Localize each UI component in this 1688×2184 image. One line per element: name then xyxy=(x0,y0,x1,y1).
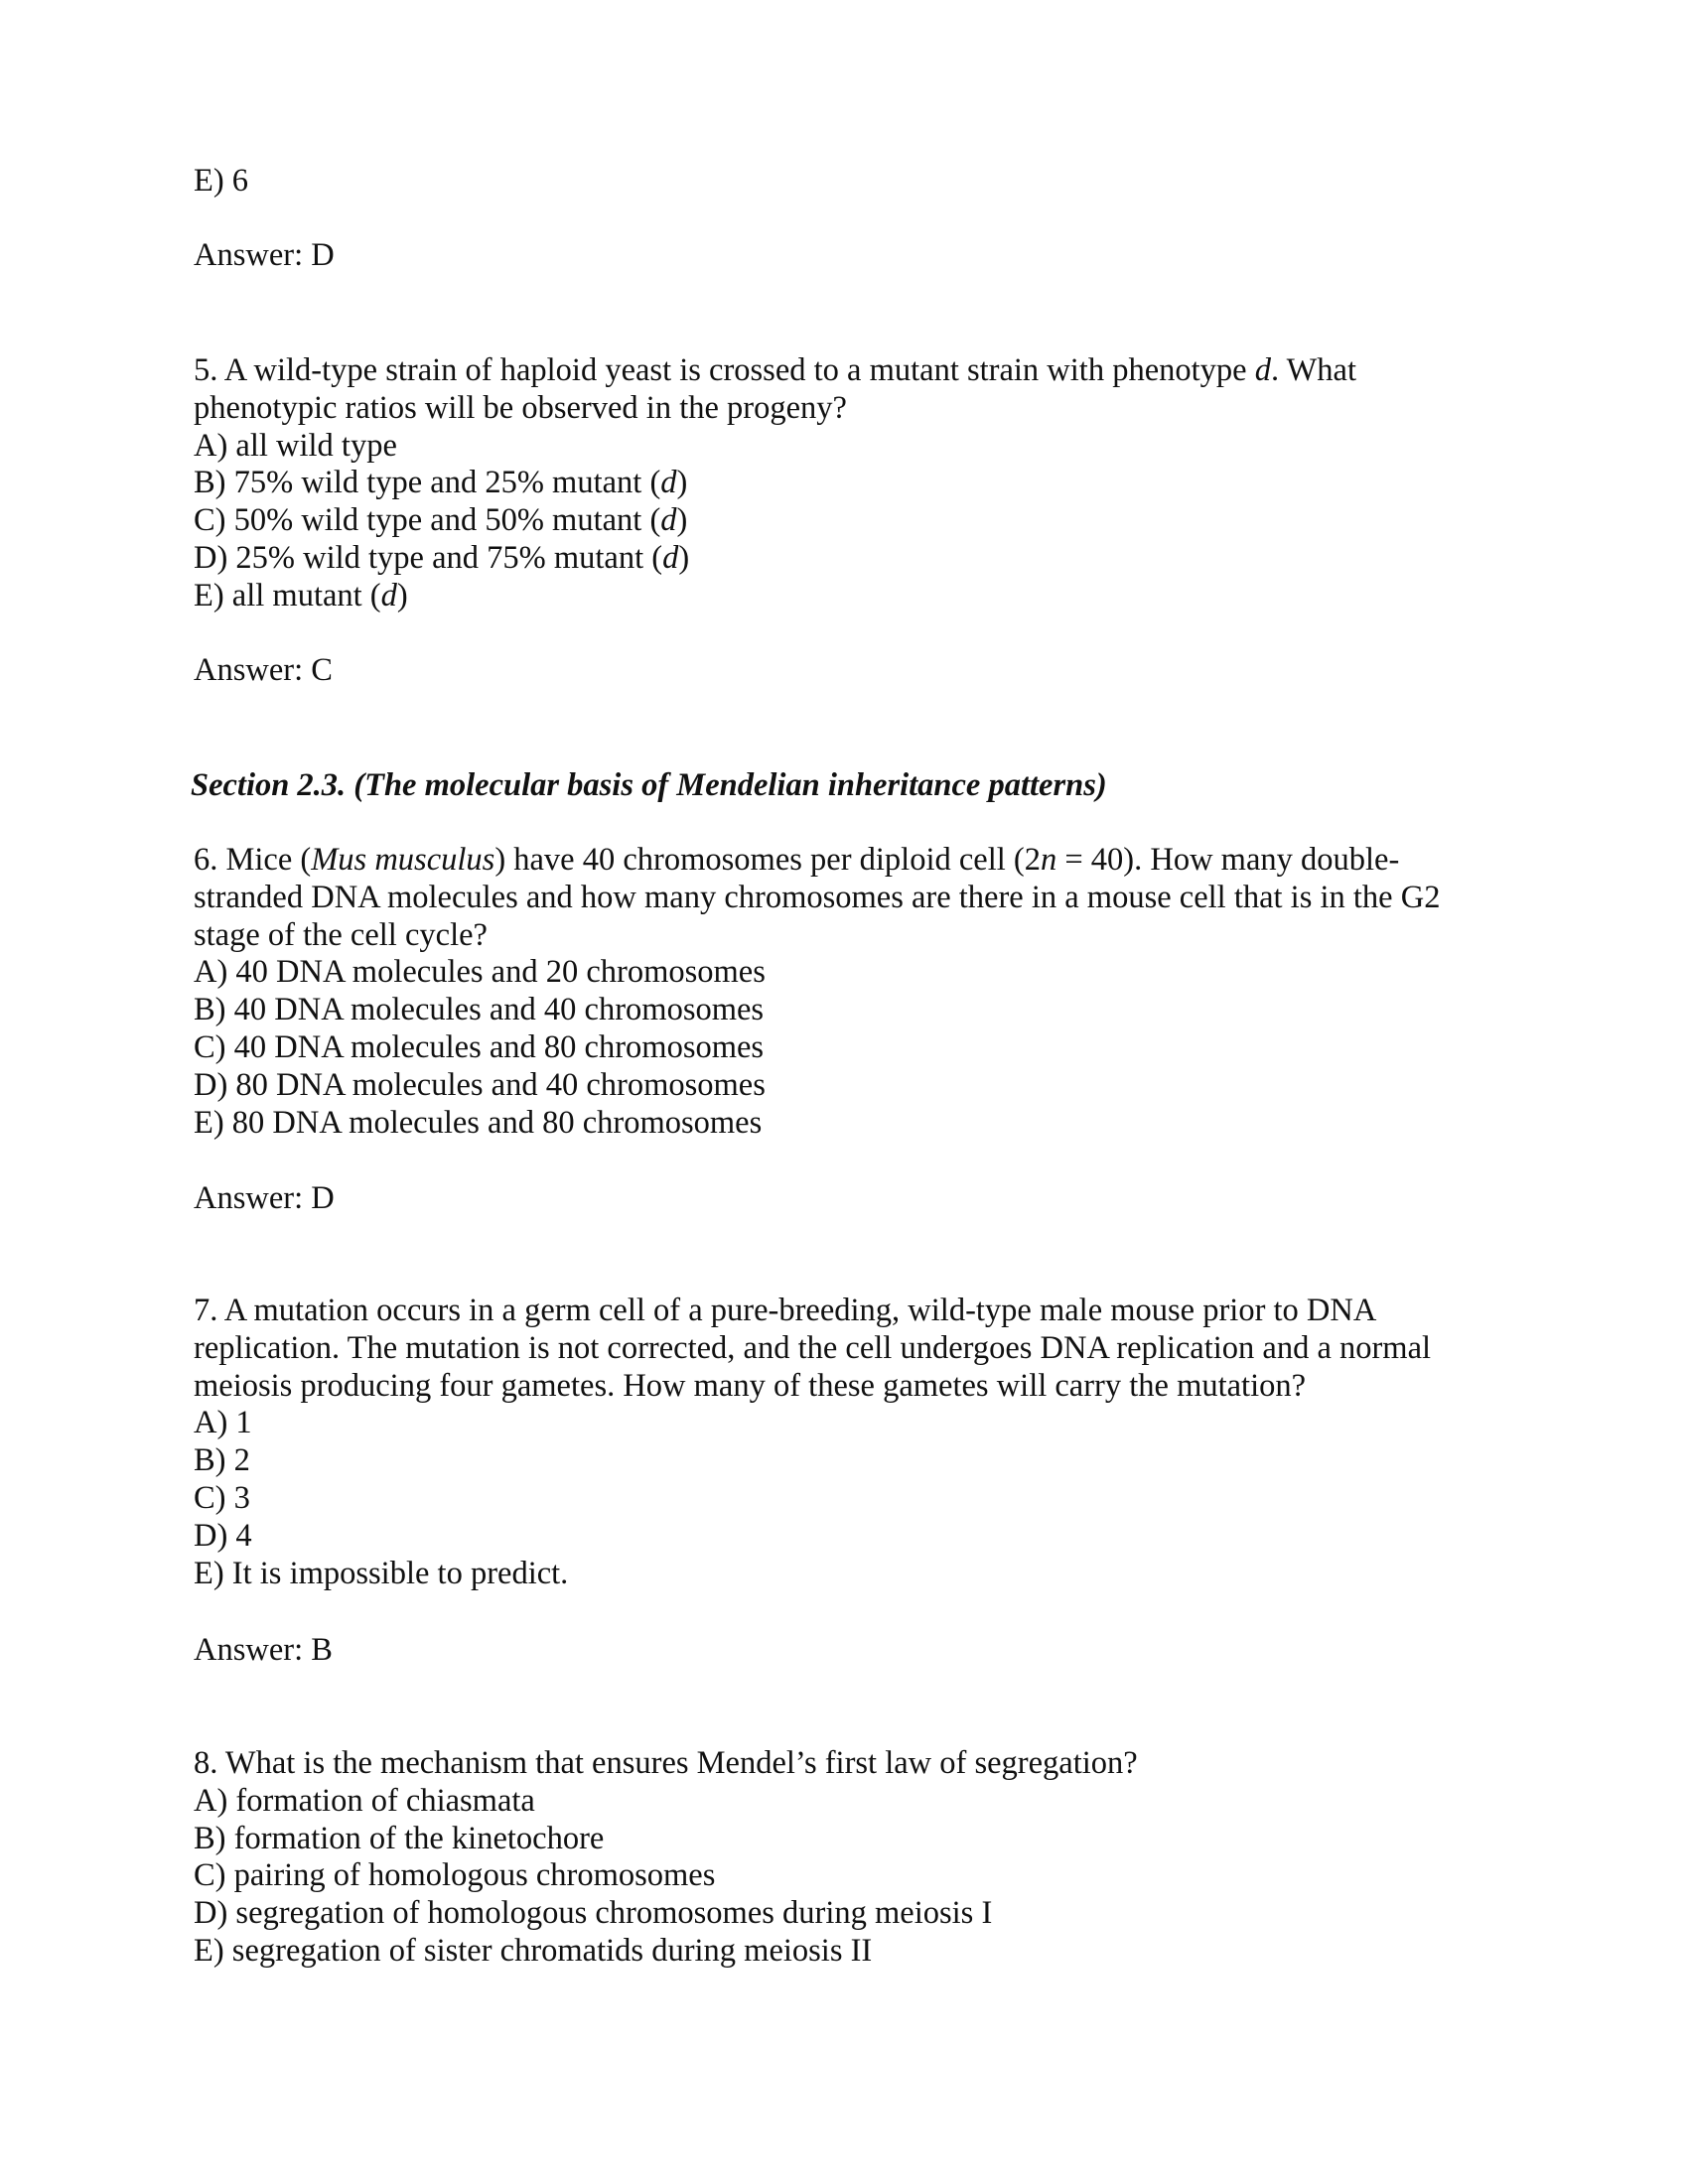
question-6-answer: Answer: D xyxy=(194,1180,335,1216)
option-d: D) 4 xyxy=(194,1517,252,1554)
text: ) xyxy=(678,539,690,576)
option-e: E) It is impossible to predict. xyxy=(194,1555,569,1591)
italic-text: d xyxy=(380,577,397,614)
prev-answer: Answer: D xyxy=(194,237,335,273)
question-6 xyxy=(194,842,1440,1142)
italic-text: d xyxy=(660,502,677,539)
text: ) xyxy=(396,577,408,614)
question-7 xyxy=(194,1293,1431,1592)
text: . What xyxy=(1270,352,1357,388)
italic-text: d xyxy=(1254,352,1271,388)
question-6-line-3: stage of the cell cycle? xyxy=(194,916,488,953)
text: = 40). How many double- xyxy=(1056,842,1400,878)
option-a: A) 40 DNA molecules and 20 chromosomes xyxy=(194,954,766,991)
italic-text: n xyxy=(1040,842,1057,878)
option-e xyxy=(194,578,1356,615)
question-8 xyxy=(194,1745,1138,1971)
question-5-answer: Answer: C xyxy=(194,652,333,688)
text: E) all mutant ( xyxy=(194,577,381,614)
option-d: D) segregation of homologous chromosomes during meiosis I xyxy=(194,1895,993,1932)
option-a: A) all wild type xyxy=(194,427,397,464)
text: ) xyxy=(676,465,688,501)
option-b: B) 2 xyxy=(194,1442,250,1479)
question-5 xyxy=(194,352,1356,615)
option-c: C) 40 DNA molecules and 80 chromosomes xyxy=(194,1028,765,1065)
text: ) xyxy=(676,502,688,539)
option-d xyxy=(194,540,1356,578)
option-c: C) 3 xyxy=(194,1479,250,1516)
text: B) 75% wild type and 25% mutant ( xyxy=(194,465,661,501)
option-c: C) pairing of homologous chromosomes xyxy=(194,1857,716,1894)
question-7-line-3: meiosis producing four gametes. How many of these gametes will carry the mutation? xyxy=(194,1367,1307,1404)
text: ) have 40 chromosomes per diploid cell (2 xyxy=(494,842,1041,878)
question-7-line-1: 7. A mutation occurs in a germ cell of a pure-breeding, wild-type male mouse prior to DNA xyxy=(194,1293,1377,1328)
question-6-line-1 xyxy=(194,842,1440,880)
text: C) 50% wild type and 50% mutant ( xyxy=(194,502,661,539)
option-b xyxy=(194,465,1356,502)
option-e: E) 80 DNA molecules and 80 chromosomes xyxy=(194,1104,763,1141)
section-heading: Section 2.3. (The molecular basis of Mendelian inheritance patterns) xyxy=(191,767,1107,803)
question-5-line-2: phenotypic ratios will be observed in the progeny? xyxy=(194,389,847,426)
question-8-line-1: 8. What is the mechanism that ensures Mendel’s first law of segregation? xyxy=(194,1745,1138,1781)
option-c xyxy=(194,502,1356,540)
text: D) 25% wild type and 75% mutant ( xyxy=(194,539,663,576)
italic-text: d xyxy=(662,539,679,576)
italic-text: Mus musculus xyxy=(311,842,495,878)
question-6-line-2: stranded DNA molecules and how many chromosomes are there in a mouse cell that is in the G2 xyxy=(194,879,1441,915)
option-a: A) formation of chiasmata xyxy=(194,1782,535,1819)
option-b: B) 40 DNA molecules and 40 chromosomes xyxy=(194,992,765,1028)
option-d: D) 80 DNA molecules and 40 chromosomes xyxy=(194,1066,766,1103)
option-b: B) formation of the kinetochore xyxy=(194,1820,605,1856)
prev-option-e: E) 6 xyxy=(194,163,249,199)
question-7-answer: Answer: B xyxy=(194,1632,333,1668)
text: 5. A wild-type strain of haploid yeast is crossed to a mutant strain with phenotype xyxy=(194,352,1255,388)
option-e: E) segregation of sister chromatids during meiosis II xyxy=(194,1932,873,1969)
question-7-line-2: replication. The mutation is not corrected, and the cell undergoes DNA replication and a normal xyxy=(194,1329,1432,1366)
question-5-line-1 xyxy=(194,352,1356,390)
italic-text: d xyxy=(660,465,677,501)
text: 6. Mice ( xyxy=(194,842,312,878)
option-a: A) 1 xyxy=(194,1405,252,1441)
